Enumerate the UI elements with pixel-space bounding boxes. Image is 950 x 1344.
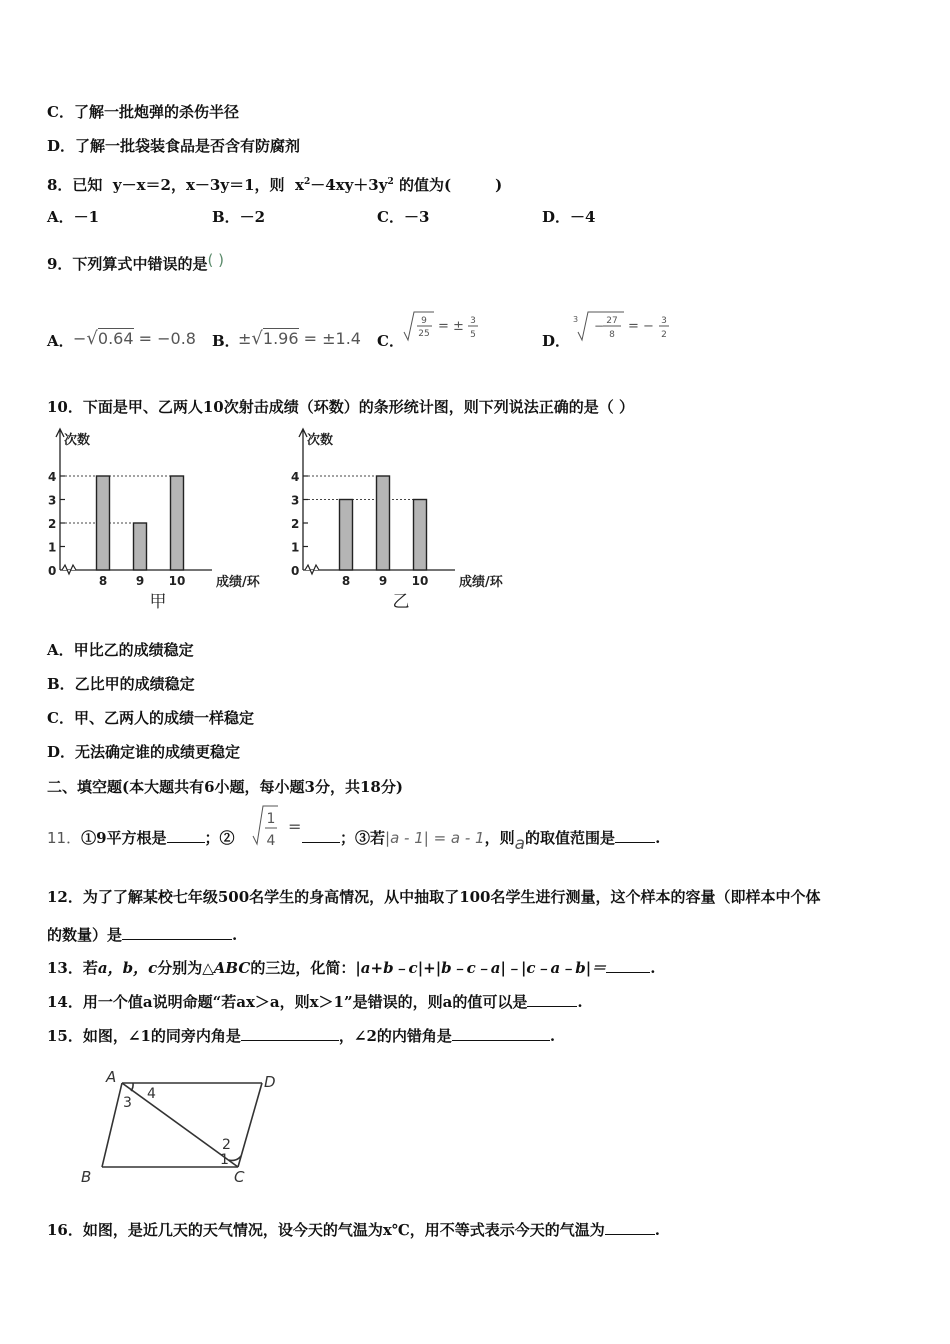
q13-part1: 13．若 <box>47 959 98 977</box>
q11-frac-den: 4 <box>266 833 276 849</box>
q12-line1: 12．为了了解某校七年级500名学生的身高情况，从中抽取了100名学生进行测量，这个样本的容量（即样本中个体 <box>47 888 821 906</box>
x-axis-label: 成绩/环 <box>459 575 503 590</box>
q9-expr-a: −√0.64 = −0.8 <box>73 328 196 349</box>
q11-blank-1[interactable] <box>167 828 205 843</box>
q7-option-d: D．了解一批袋装食品是否含有防腐剂 <box>47 137 301 155</box>
q9-d-den: 8 <box>609 330 615 340</box>
q13-abc: ABC <box>213 959 251 977</box>
q13-blank[interactable] <box>606 958 650 973</box>
q8-number: 8．已知 <box>47 176 103 194</box>
q8-option-b: B．－2 <box>212 208 266 226</box>
q8-equations: y－x＝2，x－3y＝1，则 <box>112 176 285 194</box>
x-tick-label: 10 <box>168 574 186 588</box>
q11-part4: ，则 <box>484 829 515 847</box>
q15-part1: 15．如图，∠1的同旁内角是 <box>47 1027 241 1045</box>
q9-expr-b: ±√1.96 = ±1.4 <box>238 328 361 349</box>
q16-blank[interactable] <box>605 1220 655 1235</box>
y-tick-label: 1 <box>291 540 300 555</box>
q9-expr-c <box>402 308 492 348</box>
x-tick-label: 10 <box>411 574 429 588</box>
q9-b-radicand: 1.96 <box>262 329 299 348</box>
q8-stem <box>47 172 502 195</box>
q9-c-eq: = ± <box>438 319 464 334</box>
q11-abs-expr: |a - 1| = a - 1 <box>385 829 485 847</box>
edge-ab <box>102 1083 122 1167</box>
q8-sup: 2 <box>303 177 311 187</box>
q11-part3: ；③若 <box>340 829 386 847</box>
q8-close-paren: ) <box>495 176 503 194</box>
q9-label-a: A． <box>47 332 74 350</box>
q8-option-c: C．－3 <box>377 208 430 226</box>
q15-end: . <box>549 1027 556 1045</box>
vertex-b: B <box>81 1168 92 1186</box>
bar-8 <box>340 500 353 571</box>
q9-c-rnum: 3 <box>470 316 476 326</box>
vertex-a: A <box>106 1068 117 1086</box>
edge-dc <box>238 1083 262 1167</box>
vertex-d: D <box>264 1073 276 1091</box>
q15-part2: ，∠2的内错角是 <box>338 1027 452 1045</box>
q9-label-d: D． <box>542 332 571 350</box>
q14-line <box>47 992 583 1012</box>
q9-a-result: = −0.8 <box>138 329 196 348</box>
q11-sqrt-fraction <box>252 802 308 856</box>
y-tick-label: 0 <box>291 564 300 578</box>
q9-stem <box>47 251 224 274</box>
x-axis-label: 成绩/环 <box>216 575 260 590</box>
chart-title: 乙 <box>392 592 410 612</box>
q14-blank[interactable] <box>527 992 577 1007</box>
q13-vars: a，b，c <box>97 959 158 977</box>
q11-line <box>47 828 235 848</box>
q9-b-pm: ± <box>238 329 252 348</box>
chart-title: 甲 <box>149 592 167 612</box>
q16-line <box>47 1220 660 1240</box>
q8-option-d: D．－4 <box>542 208 596 226</box>
y-tick-label: 4 <box>291 470 300 484</box>
q12-line2-text: 的数量）是 <box>47 926 123 944</box>
q13-part3: 的三边，化简：| <box>250 959 361 977</box>
q7-option-c: C．了解一批炮弹的杀伤半径 <box>47 103 239 121</box>
q10-option-c: C．甲、乙两人的成绩一样稳定 <box>47 709 254 727</box>
q10-option-d: D．无法确定谁的成绩更稳定 <box>47 743 241 761</box>
q9-stem-text: 9．下列算式中错误的是 <box>47 255 208 273</box>
angle-label-2: 2 <box>222 1137 231 1153</box>
q13-expr: a+b﹣c|+|b﹣c﹣a|﹣|c﹣a﹣b|＝ <box>360 959 607 977</box>
q15-blank-2[interactable] <box>452 1026 550 1041</box>
q11-frac-num: 1 <box>266 811 276 827</box>
q11-line-rest <box>302 828 661 854</box>
angle-label-3: 3 <box>123 1095 132 1111</box>
q9-c-rden: 5 <box>470 330 476 340</box>
q13-part2: 分别为△ <box>157 959 214 977</box>
q9-d-eq: = − <box>628 319 654 334</box>
y-tick-label: 3 <box>48 493 57 508</box>
q15-line <box>47 1026 555 1046</box>
section2-heading: 二、填空题(本大题共有6小题，每小题3分，共18分) <box>47 778 403 796</box>
q11-eq: = <box>288 817 302 836</box>
q11-blank-2[interactable] <box>302 828 340 843</box>
q8-expr-mid: －4xy＋3y <box>310 176 388 194</box>
bar-10 <box>171 476 184 570</box>
y-tick-label: 2 <box>291 517 300 531</box>
q9-paren: ( ) <box>207 251 224 269</box>
q9-d-num: 27 <box>606 316 618 326</box>
q16-end: . <box>654 1221 661 1239</box>
y-axis-label: 次数 <box>307 433 334 448</box>
bar-8 <box>97 476 110 570</box>
angle-label-4: 4 <box>147 1086 156 1102</box>
q10-option-a: A．甲比乙的成绩稳定 <box>47 641 194 659</box>
y-axis-label: 次数 <box>64 433 91 448</box>
chart-jia <box>40 425 285 615</box>
q8-expr-end: 的值为( <box>398 176 452 194</box>
bar-9 <box>134 523 147 570</box>
q9-c-num: 9 <box>421 316 427 326</box>
q11-var-a: a <box>514 834 526 854</box>
q9-label-b: B． <box>212 332 240 350</box>
angle-arc-2 <box>229 1156 241 1160</box>
q8-sup: 2 <box>387 177 394 187</box>
chart-yi <box>283 425 528 615</box>
q15-blank-1[interactable] <box>241 1026 339 1041</box>
q8-expr-x: x <box>294 176 304 194</box>
y-tick-label: 1 <box>48 540 57 555</box>
q14-text: 14．用一个值a说明命题“若ax＞a，则x＞1”是错误的，则a的值可以是 <box>47 993 528 1011</box>
vertex-c: C <box>234 1168 245 1186</box>
bar-10 <box>414 500 427 571</box>
q12-blank[interactable] <box>122 925 232 940</box>
x-tick-label: 9 <box>378 574 388 588</box>
angle-label-1: 1 <box>220 1152 229 1168</box>
q9-b-result: = ±1.4 <box>303 329 361 348</box>
q8-option-a: A．－1 <box>47 208 100 226</box>
q9-a-minus: − <box>73 329 87 348</box>
q9-d-rnum: 3 <box>661 316 667 326</box>
x-tick-label: 8 <box>98 574 108 588</box>
angle-arc-4 <box>131 1083 133 1091</box>
q15-parallelogram-figure <box>72 1068 292 1188</box>
y-tick-label: 3 <box>291 493 300 508</box>
q9-label-c: C． <box>377 332 404 350</box>
q14-end: . <box>577 993 583 1011</box>
q12-line2 <box>47 925 237 945</box>
q10-stem: 10．下面是甲、乙两人10次射击成绩（环数）的条形统计图，则下列说法正确的是（ ） <box>47 398 634 416</box>
q12-end: . <box>232 926 238 944</box>
y-tick-label: 0 <box>48 564 57 578</box>
q11-number: 11． <box>47 829 82 847</box>
q13-end: . <box>650 959 656 977</box>
q11-end: . <box>655 829 661 847</box>
bar-9 <box>377 476 390 570</box>
q11-part2: ；② <box>204 829 235 847</box>
q9-d-index: 3 <box>573 315 579 324</box>
q16-text: 16．如图，是近几天的天气情况，设今天的气温为x℃，用不等式表示今天的气温为 <box>47 1221 605 1239</box>
q11-part1: ①9平方根是 <box>81 829 167 847</box>
q9-expr-d <box>572 308 682 348</box>
q11-blank-3[interactable] <box>615 828 655 843</box>
q9-a-radicand: 0.64 <box>97 329 134 348</box>
q11-part5: 的取值范围是 <box>525 829 616 847</box>
x-tick-label: 8 <box>341 574 351 588</box>
y-tick-label: 2 <box>48 517 57 531</box>
q9-d-minus: − <box>594 319 605 333</box>
q9-c-den: 25 <box>418 329 430 339</box>
q13-line <box>47 958 655 978</box>
x-tick-label: 9 <box>135 574 145 588</box>
y-tick-label: 4 <box>48 470 57 484</box>
q9-d-rden: 2 <box>661 330 667 340</box>
q10-option-b: B．乙比甲的成绩稳定 <box>47 675 195 693</box>
